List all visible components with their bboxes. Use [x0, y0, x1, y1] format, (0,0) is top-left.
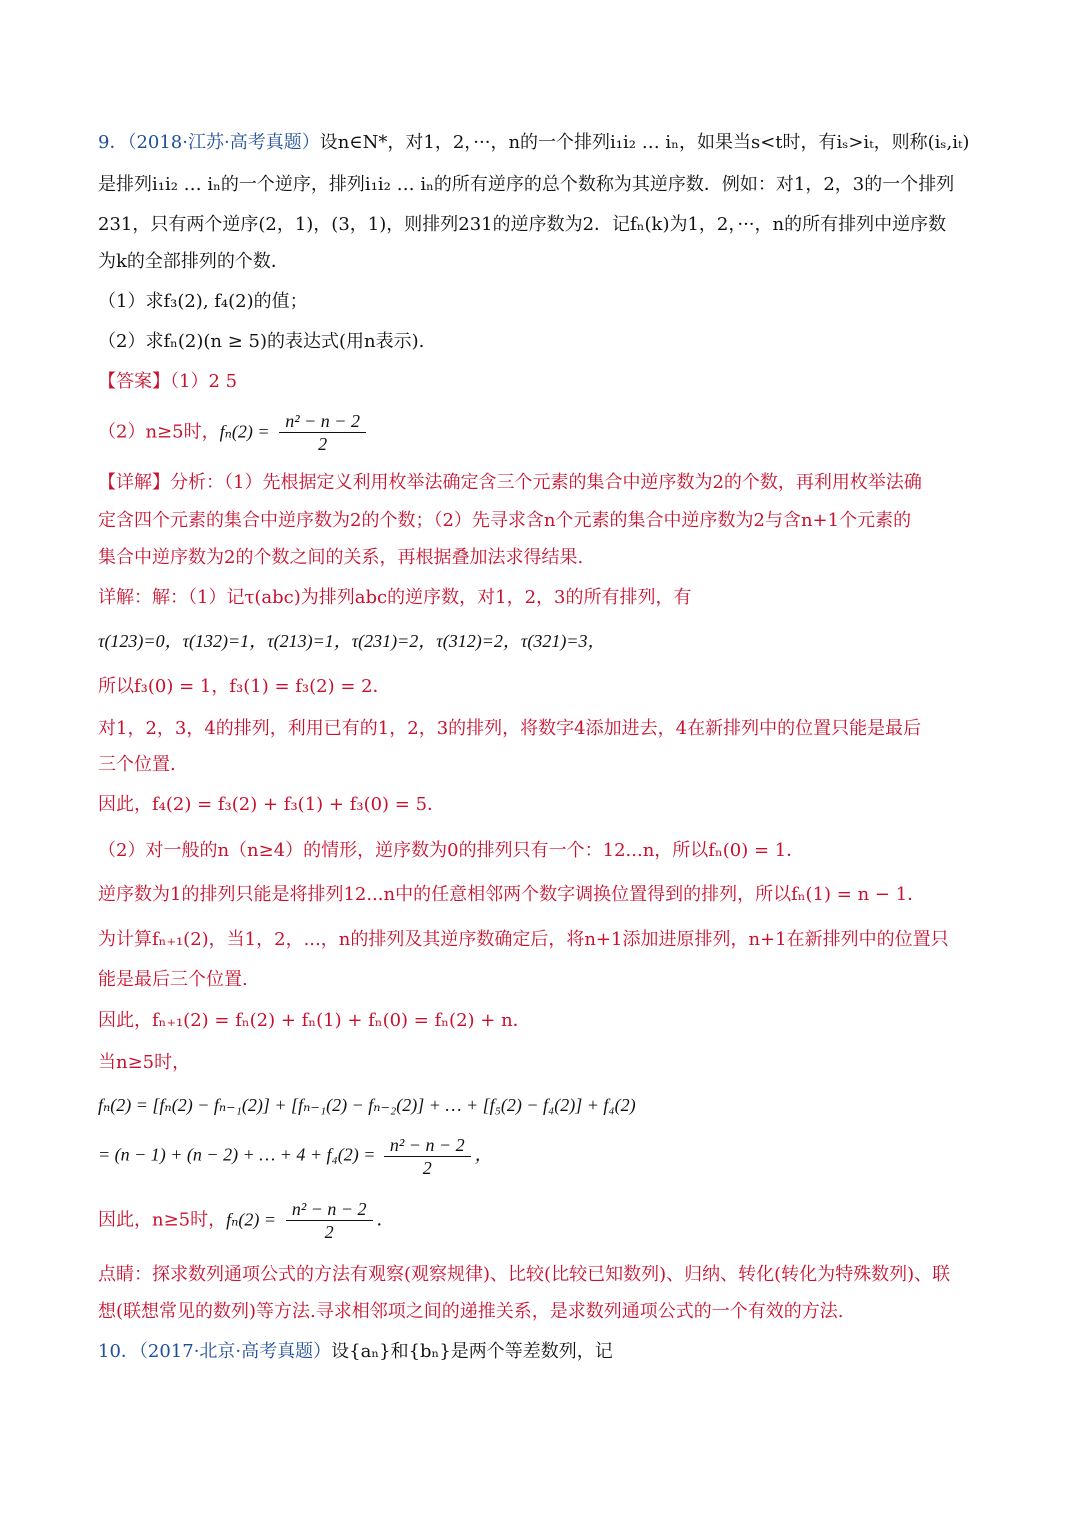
detail-part2-line-1: （2）对一般的n（n≥4）的情形，逆序数为0的排列只有一个：12...n，所以fₙ(0) = 1．: [98, 840, 805, 861]
sum-result-denominator: 2: [422, 1158, 432, 1178]
answer-2-prefix: （2）n≥5时，: [98, 421, 220, 443]
detail-remark-line-1: 点睛：探求数列通项公式的方法有观察(观察规律)、比较(比较已知数列)、归纳、转化(转化为特殊数列)、联: [98, 1264, 951, 1285]
conclusion-denominator: 2: [324, 1222, 334, 1242]
detail-solution-line-5: 三个位置.: [98, 754, 176, 775]
detail-solution-line-4: 对1，2，3，4的排列，利用已有的1，2，3的排列，将数字4添加进去，4在新排列中的位置只能是最后: [98, 718, 922, 739]
detail-recurrence: 因此，fₙ₊₁(2) = fₙ(2) + fₙ(1) + fₙ(0) = fₙ(2) + n．: [98, 1010, 531, 1031]
q9-stem-text: 设n∈N*，对1，2，···，n的一个排列i₁i₂ … iₙ，如果当s<t时，有iₛ>iₜ，则称(iₛ,iₜ): [319, 132, 970, 153]
q9-stem-line-2: 是排列i₁i₂ … iₙ的一个逆序，排列i₁i₂ … iₙ的所有逆序的总个数称为其逆序数．例如：对1，2，3的一个排列: [98, 174, 955, 195]
sum-result-numerator: n² − n − 2: [384, 1134, 471, 1157]
conclusion-prefix: 因此，n≥5时，: [98, 1209, 227, 1231]
detail-part2-line-2: 逆序数为1的排列只能是将排列12...n中的任意相邻两个数字调换位置得到的排列，所以fₙ(1) = n − 1．: [98, 884, 926, 905]
answer-line-2: [98, 410, 370, 455]
detail-f3-values: 所以f₃(0) = 1，f₃(1) = f₃(2) = 2．: [98, 676, 391, 697]
q9-stem-line-1: [98, 130, 969, 156]
answer-line-1: 【答案】（1）2 5: [98, 371, 238, 392]
detail-analysis-line-3: 集合中逆序数为2的个数之间的关系，再根据叠加法求得结果.: [98, 547, 584, 568]
detail-analysis-line-2: 定含四个元素的集合中逆序数为2的个数；（2）先寻求含n个元素的集合中逆序数为2与含n+1个元素的: [98, 510, 912, 531]
q9-subquestion-2: （2）求fₙ(2)(n ≥ 5)的表达式(用n表示).: [98, 331, 425, 352]
detail-analysis-line-1: 【详解】分析：（1）先根据定义利用枚举法确定含三个元素的集合中逆序数为2的个数，再利用枚举法确: [98, 472, 922, 493]
sum-result-fraction: [384, 1134, 471, 1179]
detail-part2-line-4: 能是最后三个位置.: [98, 969, 248, 990]
answer-2-denominator: 2: [318, 434, 328, 454]
q9-subquestion-1: （1）求f₃(2), f₄(2)的值；: [98, 291, 308, 312]
conclusion-lhs: fₙ(2) =: [226, 1209, 277, 1230]
q10-stem-line-1: [98, 1339, 613, 1365]
q9-stem-line-4: 为k的全部排列的个数．: [98, 251, 289, 272]
detail-conclusion: [98, 1198, 395, 1243]
conclusion-tail: ．: [376, 1209, 395, 1231]
q9-stem-line-3: 231，只有两个逆序(2，1)，(3，1)，则排列231的逆序数为2．记fₙ(k)为1，2，···，n的所有排列中逆序数: [98, 214, 947, 235]
q9-source-label: 9．（2018·江苏·高考真题）: [98, 132, 320, 153]
answer-2-lhs: fₙ(2) =: [219, 421, 270, 442]
detail-remark-line-2: 想(联想常见的数列)等方法.寻求相邻项之间的递推关系，是求数列通项公式的一个有效的方法.: [98, 1301, 844, 1322]
answer-2-fraction: [279, 410, 366, 455]
q10-source-label: 10．（2017·北京·高考真题）: [98, 1341, 332, 1362]
detail-solution-line-1: 详解：解：（1）记τ(abc)为排列abc的逆序数，对1，2，3的所有排列，有: [98, 587, 692, 608]
detail-tau-values: τ(123)=0，τ(132)=1，τ(213)=1，τ(231)=2，τ(312)=2，τ(321)=3，: [98, 631, 606, 651]
detail-sum-result: [98, 1134, 493, 1179]
detail-when-n-ge-5: 当n≥5时，: [98, 1052, 191, 1073]
detail-telescoping-sum: fₙ(2) = [fₙ(2) − fₙ₋₁(2)] + [fₙ₋₁(2) − fₙ₋₂(2)] + … + [f₅(2) − f₄(2)] + f₄(2): [98, 1095, 636, 1115]
answer-2-numerator: n² − n − 2: [279, 410, 366, 433]
conclusion-fraction: [286, 1198, 373, 1243]
conclusion-numerator: n² − n − 2: [286, 1198, 373, 1221]
detail-part2-line-3: 为计算fₙ₊₁(2)，当1，2，...，n的排列及其逆序数确定后，将n+1添加进原排列，n+1在新排列中的位置只: [98, 929, 949, 950]
detail-f4-result: 因此，f₄(2) = f₃(2) + f₃(1) + f₃(0) = 5．: [98, 794, 446, 815]
q10-stem-text: 设{aₙ}和{bₙ}是两个等差数列，记: [331, 1341, 613, 1362]
sum-result-tail: ，: [474, 1144, 493, 1165]
sum-result-lhs: = (n − 1) + (n − 2) + … + 4 + f₄(2) =: [98, 1144, 376, 1165]
